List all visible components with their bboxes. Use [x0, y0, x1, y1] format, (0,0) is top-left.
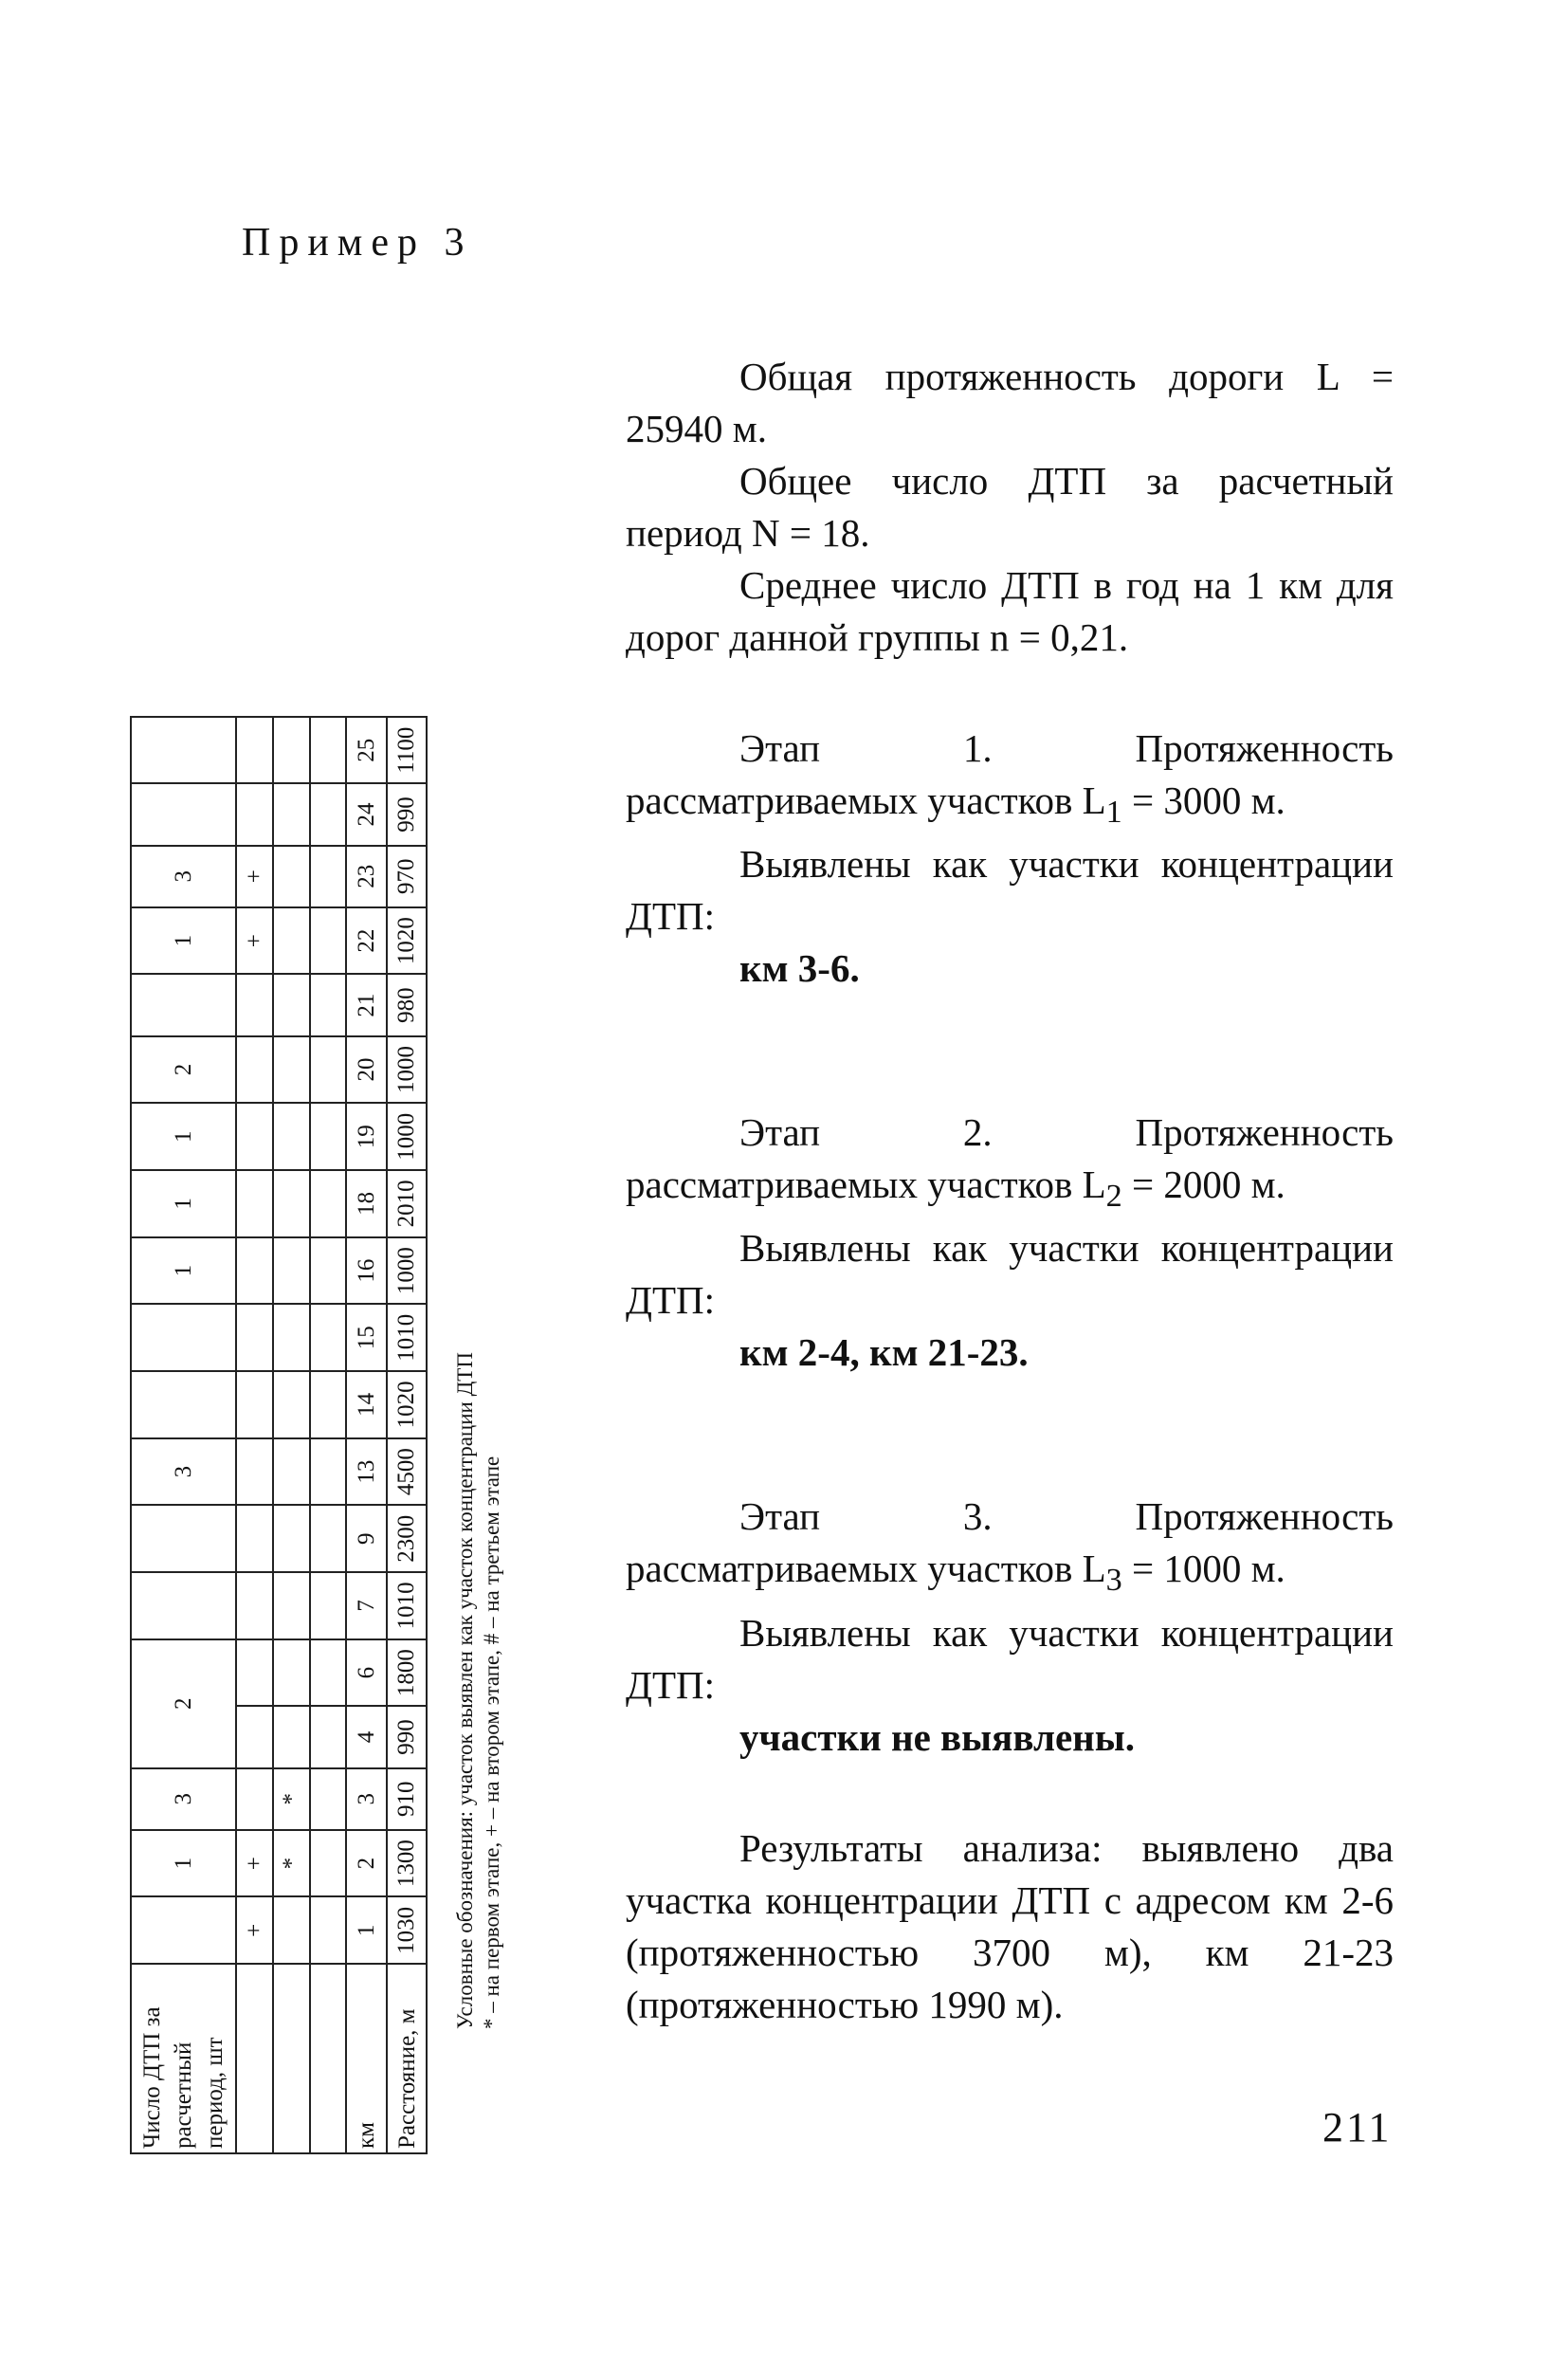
- mark-cell: *: [273, 1768, 310, 1830]
- km-cell: 24: [346, 783, 387, 845]
- distance-cell: 1100: [387, 717, 427, 783]
- mark-cell: +: [236, 1897, 273, 1965]
- mark-cell: [273, 1897, 310, 1965]
- row-blank: [310, 717, 346, 2153]
- mark-cell: [236, 975, 273, 1036]
- mark-cell: [273, 1371, 310, 1438]
- mark-cell: [236, 1036, 273, 1104]
- mark-header-cell: [273, 1964, 310, 2153]
- km-cell: 9: [346, 1505, 387, 1572]
- mark-cell: [273, 1103, 310, 1170]
- stage2-length: Этап 2. Протяженность рассматриваемых участков $L_2 = 2000$ м.: [626, 1110, 1394, 1215]
- mark-cell: [273, 907, 310, 975]
- km-cell: 7: [346, 1572, 387, 1639]
- intro-total-accidents: Общее число ДТП за расчетный период N = 18.: [626, 459, 1394, 555]
- mark-cell: [273, 1572, 310, 1639]
- mark-cell: [236, 717, 273, 783]
- mark-cell: *: [273, 1830, 310, 1897]
- mark-cell: [273, 975, 310, 1036]
- mark-cell: [273, 1036, 310, 1104]
- mark-header-cell: [236, 1964, 273, 2153]
- km-cell: 16: [346, 1237, 387, 1305]
- count-cell: [131, 1572, 236, 1639]
- km-cell: 18: [346, 1170, 387, 1237]
- mark-cell: [236, 1505, 273, 1572]
- mark-cell: +: [236, 907, 273, 975]
- mark-cell: [236, 1639, 273, 1707]
- stage2-result: км 2-4, км 21-23.: [739, 1330, 1029, 1375]
- row-accident-count: [131, 717, 236, 2153]
- mark-cell: [236, 1103, 273, 1170]
- stage3-length: Этап 3. Протяженность рассматриваемых участков $L_3 = 1000$ м.: [626, 1494, 1394, 1599]
- count-cell: [131, 1371, 236, 1438]
- distance-cell: 910: [387, 1768, 427, 1830]
- mark-cell: [236, 1237, 273, 1305]
- distance-cell: 1020: [387, 1371, 427, 1438]
- page-number: 211: [1322, 2104, 1393, 2151]
- count-cell: 2: [131, 1036, 236, 1104]
- mark-cell: [236, 783, 273, 845]
- mark-cell: [273, 1237, 310, 1305]
- count-cell: 2: [131, 1639, 236, 1768]
- row-distance: [387, 717, 427, 2153]
- km-cell: 21: [346, 975, 387, 1036]
- distance-cell: 2010: [387, 1170, 427, 1237]
- analysis-results: Результаты анализа: выявлено два участка концентрации ДТП с адресом км 2-6 (протяженностью 3700 м), км 21-23 (протяженностью 1990 м).: [626, 1825, 1394, 2026]
- count-cell: 3: [131, 1768, 236, 1830]
- distance-cell: 1000: [387, 1036, 427, 1104]
- header-km: км: [346, 1964, 387, 2153]
- example-heading: Пример 3: [242, 221, 473, 265]
- count-cell: 1: [131, 1830, 236, 1897]
- intro-total-length: Общая протяженность дороги L = 25940 м.: [626, 355, 1394, 450]
- count-cell: 1: [131, 907, 236, 975]
- legend-title: Условные обозначения: участок выявлен как участок концентрации ДТП: [453, 1352, 477, 2029]
- count-cell: 3: [131, 846, 236, 907]
- km-cell: 19: [346, 1103, 387, 1170]
- km-cell: 15: [346, 1304, 387, 1371]
- count-cell: [131, 717, 236, 783]
- row-stage-mark-1: [236, 717, 273, 2153]
- mark-cell: [273, 1304, 310, 1371]
- km-cell: 4: [346, 1706, 387, 1767]
- km-cell: 14: [346, 1371, 387, 1438]
- count-cell: [131, 783, 236, 845]
- mark-cell: [236, 1438, 273, 1506]
- intro-average-rate: Среднее число ДТП в год на 1 км для дорог данной группы n = 0,21.: [626, 563, 1394, 659]
- distance-cell: 990: [387, 783, 427, 845]
- km-cell: 20: [346, 1036, 387, 1104]
- count-cell: 1: [131, 1237, 236, 1305]
- distance-cell: 1030: [387, 1897, 427, 1965]
- km-cell: 13: [346, 1438, 387, 1506]
- mark-cell: [273, 717, 310, 783]
- stage1-length: Этап 1. Протяженность рассматриваемых участков $L_1 = 3000$ м.: [626, 726, 1394, 831]
- accident-table: [130, 716, 428, 2154]
- stage3-found: Выявлены как участки концентрации ДТП:: [626, 1610, 1394, 1707]
- distance-cell: 1000: [387, 1103, 427, 1170]
- header-accident-count: Число ДТП за расчетный период, шт: [131, 1964, 236, 2153]
- km-cell: 22: [346, 907, 387, 975]
- distance-cell: 4500: [387, 1438, 427, 1506]
- mark-cell: [273, 783, 310, 845]
- row-km: [346, 717, 387, 2153]
- row-stage-mark-2: [273, 717, 310, 2153]
- distance-cell: 990: [387, 1706, 427, 1767]
- count-cell: [131, 975, 236, 1036]
- distance-cell: 1020: [387, 907, 427, 975]
- mark-cell: [273, 1505, 310, 1572]
- distance-cell: 1300: [387, 1830, 427, 1897]
- count-cell: [131, 1897, 236, 1965]
- distance-cell: 980: [387, 975, 427, 1036]
- count-cell: 3: [131, 1438, 236, 1506]
- mark-cell: [273, 1170, 310, 1237]
- km-cell: 6: [346, 1639, 387, 1707]
- km-cell: 23: [346, 846, 387, 907]
- accident-table-rotated: [130, 716, 428, 2154]
- mark-cell: [236, 1304, 273, 1371]
- distance-cell: 1800: [387, 1639, 427, 1707]
- mark-cell: [273, 1706, 310, 1767]
- km-cell: 1: [346, 1897, 387, 1965]
- stage3-result: участки не выявлены.: [739, 1714, 1136, 1759]
- distance-cell: 970: [387, 846, 427, 907]
- distance-cell: 2300: [387, 1505, 427, 1572]
- distance-cell: 1010: [387, 1572, 427, 1639]
- stage1-found: Выявлены как участки концентрации ДТП:: [626, 842, 1394, 939]
- mark-cell: [273, 1438, 310, 1506]
- distance-cell: 1010: [387, 1304, 427, 1371]
- mark-cell: [236, 1572, 273, 1639]
- mark-cell: [236, 1706, 273, 1767]
- header-distance: Расстояние, м: [387, 1964, 427, 2153]
- main-text: [626, 351, 1394, 2031]
- count-cell: [131, 1304, 236, 1371]
- mark-cell: [273, 846, 310, 907]
- count-cell: [131, 1505, 236, 1572]
- mark-cell: [236, 1371, 273, 1438]
- km-cell: 3: [346, 1768, 387, 1830]
- legend-marks: * – на первом этапе, + – на втором этапе, # – на третьем этапе: [480, 1455, 503, 2029]
- count-cell: 1: [131, 1170, 236, 1237]
- stage1-result: км 3-6.: [739, 946, 860, 991]
- km-cell: 25: [346, 717, 387, 783]
- distance-cell: 1000: [387, 1237, 427, 1305]
- mark-cell: +: [236, 1830, 273, 1897]
- table-legend: [452, 1352, 505, 2029]
- count-cell: 1: [131, 1103, 236, 1170]
- stage2-found: Выявлены как участки концентрации ДТП:: [626, 1226, 1394, 1323]
- mark-cell: +: [236, 846, 273, 907]
- km-cell: 2: [346, 1830, 387, 1897]
- mark-cell: [273, 1639, 310, 1707]
- mark-cell: [236, 1768, 273, 1830]
- mark-cell: [236, 1170, 273, 1237]
